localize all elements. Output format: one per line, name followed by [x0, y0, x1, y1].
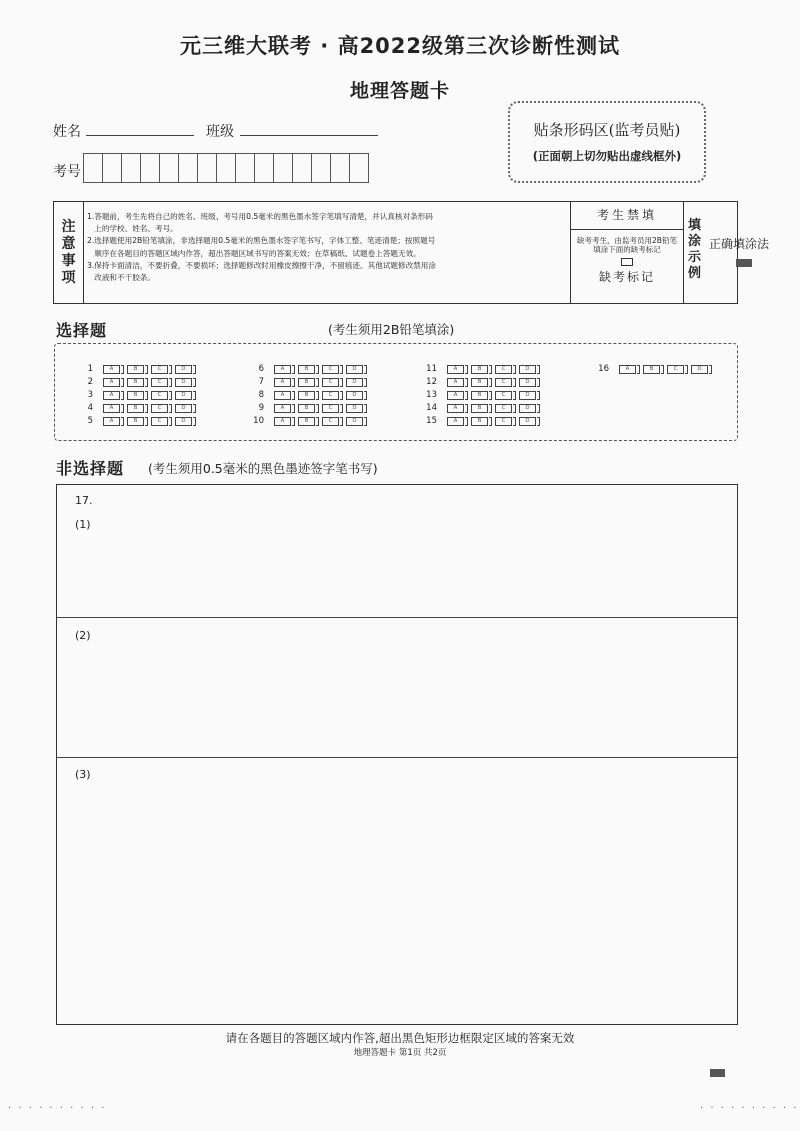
option-bubble[interactable] — [346, 404, 363, 413]
option-letter: D — [181, 391, 186, 398]
non-choice-section-note: (考生须用0.5毫米的黑色墨迹签字笔书写) — [148, 461, 378, 476]
perforation-left: · · · · · · · · · · — [8, 1103, 107, 1114]
exam-number-label: 考号 — [53, 164, 81, 180]
option-bubble[interactable] — [103, 417, 120, 426]
option-letter: D — [181, 365, 186, 372]
name-field[interactable] — [86, 119, 194, 136]
choice-question — [417, 376, 543, 388]
notice-heading-char: 项 — [61, 269, 76, 286]
option-letter: A — [109, 417, 114, 424]
fill-example-heading-char: 示 — [688, 250, 702, 265]
exam-number-grid[interactable] — [84, 153, 369, 183]
option-bubble[interactable] — [103, 365, 120, 374]
option-letter: D — [181, 417, 186, 424]
option-letter: A — [280, 365, 285, 372]
option-bubble[interactable] — [519, 391, 536, 400]
option-letter: B — [477, 404, 482, 411]
option-letter: C — [157, 391, 162, 398]
option-bubble[interactable] — [127, 378, 144, 387]
choice-question-number: 2 — [87, 377, 93, 387]
option-bubble[interactable] — [447, 365, 464, 374]
option-letter: D — [525, 391, 530, 398]
option-bubble[interactable] — [519, 378, 536, 387]
exam-number-cell[interactable] — [159, 153, 179, 183]
answer-part-3[interactable] — [57, 757, 737, 1024]
choice-question — [244, 389, 370, 401]
perforation-right: · · · · · · · · · · — [700, 1103, 799, 1114]
choice-question-number: 15 — [426, 416, 437, 426]
option-bubble[interactable] — [151, 365, 168, 374]
class-label: 班级 — [206, 124, 234, 140]
answer-part-2[interactable] — [57, 617, 737, 758]
option-bubble[interactable] — [346, 417, 363, 426]
option-bubble[interactable] — [691, 365, 708, 374]
choice-section-note: (考生须用2B铅笔填涂) — [328, 322, 455, 337]
option-letter: A — [280, 391, 285, 398]
choice-question — [244, 363, 370, 375]
option-letter: C — [501, 378, 506, 385]
option-letter: D — [525, 417, 530, 424]
option-bubble[interactable] — [274, 365, 291, 374]
option-bubble[interactable] — [447, 378, 464, 387]
option-bubble[interactable] — [447, 391, 464, 400]
option-bubble[interactable] — [274, 378, 291, 387]
part-label: (3) — [75, 768, 91, 781]
option-bubble[interactable] — [322, 365, 339, 374]
option-bubble[interactable] — [346, 391, 363, 400]
fill-example-heading-char: 涂 — [688, 234, 702, 249]
notice-heading-char: 注 — [61, 218, 76, 235]
option-bubble[interactable] — [495, 378, 512, 387]
option-letter: C — [501, 365, 506, 372]
option-bubble[interactable] — [495, 391, 512, 400]
option-bubble[interactable] — [151, 378, 168, 387]
choice-question — [589, 363, 715, 375]
option-bubble[interactable] — [471, 365, 488, 374]
choice-question-number: 5 — [87, 416, 93, 426]
sheet-title: 地理答题卡 — [349, 80, 450, 102]
option-bubble[interactable] — [447, 404, 464, 413]
option-bubble[interactable] — [346, 378, 363, 387]
option-bubble[interactable] — [103, 404, 120, 413]
choice-question-number: 11 — [426, 364, 437, 374]
notice-rule-line: 改液和不干胶条。 — [87, 273, 155, 283]
choice-question-number: 12 — [426, 377, 437, 387]
option-letter: C — [328, 391, 333, 398]
option-bubble[interactable] — [495, 417, 512, 426]
option-bubble[interactable] — [103, 391, 120, 400]
notice-rule-line: 3.保持卡面清洁，不要折叠，不要损坏；选择题修改时用橡皮擦擦干净，不留痕迹。其他试题修改禁用涂 — [87, 260, 436, 270]
filled-mark-icon — [736, 259, 752, 267]
notice-rule-line: 2.选择题使用2B铅笔填涂，非选择题用0.5毫米的黑色墨水签字笔书写，字体工整、笔迹清楚；按照题号 — [87, 236, 436, 246]
option-letter: B — [477, 365, 482, 372]
exam-number-cell[interactable] — [311, 153, 331, 183]
option-bubble[interactable] — [298, 391, 315, 400]
option-bubble[interactable] — [495, 404, 512, 413]
option-bubble[interactable] — [322, 404, 339, 413]
forbid-title: 考生禁填 — [571, 206, 683, 230]
choice-answer-area — [54, 343, 738, 441]
option-bubble[interactable] — [447, 417, 464, 426]
option-bubble[interactable] — [127, 391, 144, 400]
option-letter: A — [453, 365, 458, 372]
option-letter: A — [453, 404, 458, 411]
part-label: (1) — [75, 518, 91, 531]
option-bubble[interactable] — [471, 417, 488, 426]
option-letter: C — [328, 404, 333, 411]
alignment-mark-icon — [710, 1069, 725, 1077]
option-letter: D — [352, 365, 357, 372]
choice-question-number: 6 — [258, 364, 264, 374]
choice-question-number: 7 — [258, 377, 264, 387]
option-letter: C — [501, 391, 506, 398]
option-letter: A — [280, 417, 285, 424]
option-letter: B — [477, 378, 482, 385]
option-letter: D — [181, 378, 186, 385]
option-bubble[interactable] — [127, 417, 144, 426]
option-bubble[interactable] — [151, 404, 168, 413]
option-letter: A — [109, 365, 114, 372]
exam-number-cell[interactable] — [349, 153, 369, 183]
option-letter: B — [133, 391, 138, 398]
part-label: (2) — [75, 629, 91, 642]
option-bubble[interactable] — [298, 365, 315, 374]
choice-question-number: 4 — [87, 403, 93, 413]
page-indicator: 地理答题卡 第1页 共2页 — [353, 1048, 447, 1058]
option-bubble[interactable] — [519, 417, 536, 426]
option-bubble[interactable] — [175, 417, 192, 426]
option-letter: B — [133, 404, 138, 411]
option-bubble[interactable] — [127, 404, 144, 413]
option-bubble[interactable] — [274, 391, 291, 400]
notice-rule-line: 1.答题前，考生先将自己的姓名、班级、考号用0.5毫米的黑色墨水签字笔填写清楚，并认真核对条形码 — [87, 212, 433, 221]
exam-number-cell[interactable] — [235, 153, 255, 183]
absent-mark-label: 缺考标记 — [598, 270, 655, 284]
option-bubble[interactable] — [151, 417, 168, 426]
option-letter: D — [525, 365, 530, 372]
choice-question — [73, 376, 199, 388]
option-letter: D — [352, 404, 357, 411]
option-bubble[interactable] — [643, 365, 660, 374]
class-field[interactable] — [240, 119, 378, 136]
option-bubble[interactable] — [619, 365, 636, 374]
option-letter: A — [109, 391, 114, 398]
answer-box-17[interactable] — [56, 484, 738, 1025]
barcode-area-title: 贴条形码区(监考员贴) — [533, 121, 681, 139]
option-bubble[interactable] — [175, 404, 192, 413]
option-bubble[interactable] — [346, 365, 363, 374]
option-bubble[interactable] — [322, 378, 339, 387]
fill-example-heading — [688, 218, 701, 282]
option-letter: D — [525, 404, 530, 411]
absent-mark-box[interactable] — [621, 258, 633, 266]
option-letter: B — [133, 417, 138, 424]
choice-question — [73, 363, 199, 375]
option-letter: A — [109, 404, 114, 411]
notice-rules — [87, 211, 565, 284]
barcode-area-note: (正面朝上切勿贴出虚线框外) — [532, 149, 682, 163]
exam-number-cell[interactable] — [292, 153, 312, 183]
option-letter: C — [328, 417, 333, 424]
choice-question — [417, 389, 543, 401]
option-letter: C — [673, 365, 678, 372]
notice-rule-line: 顺序在各题目的答题区域内作答，超出答题区域书写的答案无效；在草稿纸、试题卷上答题无效。 — [87, 248, 421, 258]
option-letter: A — [453, 378, 458, 385]
choice-question — [417, 402, 543, 414]
choice-question-number: 3 — [87, 390, 93, 400]
option-letter: B — [304, 391, 309, 398]
fill-example-heading-char: 例 — [688, 266, 702, 281]
exam-title: 元三维大联考 · 高2022级第三次诊断性测试 — [179, 34, 621, 58]
option-bubble[interactable] — [471, 404, 488, 413]
question-number: 17. — [75, 494, 93, 507]
option-letter: B — [304, 404, 309, 411]
fill-example — [684, 202, 770, 303]
choice-question-number: 1 — [87, 364, 93, 374]
choice-question — [244, 415, 370, 427]
choice-question — [417, 415, 543, 427]
option-bubble[interactable] — [519, 365, 536, 374]
option-bubble[interactable] — [298, 417, 315, 426]
notice-heading — [54, 202, 84, 303]
exam-number-cell[interactable] — [121, 153, 141, 183]
choice-question-number: 14 — [426, 403, 437, 413]
option-letter: A — [109, 378, 114, 385]
notice-heading-char: 意 — [61, 235, 76, 252]
option-letter: B — [477, 391, 482, 398]
option-letter: A — [280, 378, 285, 385]
option-letter: B — [304, 365, 309, 372]
name-label: 姓名 — [53, 124, 81, 140]
option-letter: B — [304, 378, 309, 385]
notice-heading-char: 事 — [61, 252, 76, 269]
footer-warning: 请在各题目的答题区域内作答,超出黑色矩形边框限定区域的答案无效 — [225, 1031, 575, 1045]
option-bubble[interactable] — [471, 378, 488, 387]
option-letter: D — [352, 417, 357, 424]
option-bubble[interactable] — [322, 391, 339, 400]
choice-question-number: 9 — [258, 403, 264, 413]
exam-number-cell[interactable] — [140, 153, 160, 183]
option-bubble[interactable] — [175, 365, 192, 374]
option-bubble[interactable] — [274, 404, 291, 413]
fill-example-label: 正确填涂法 — [709, 237, 770, 251]
exam-number-cell[interactable] — [216, 153, 236, 183]
option-letter: D — [525, 378, 530, 385]
option-letter: B — [649, 365, 654, 372]
option-letter: A — [625, 365, 630, 372]
option-letter: D — [697, 365, 702, 372]
option-letter: C — [157, 404, 162, 411]
option-bubble[interactable] — [175, 391, 192, 400]
choice-question — [73, 415, 199, 427]
option-bubble[interactable] — [322, 417, 339, 426]
option-letter: A — [453, 391, 458, 398]
option-letter: A — [453, 417, 458, 424]
option-letter: A — [280, 404, 285, 411]
answer-part-1[interactable] — [57, 485, 737, 618]
option-bubble[interactable] — [151, 391, 168, 400]
option-letter: C — [328, 378, 333, 385]
option-letter: C — [501, 417, 506, 424]
barcode-area — [508, 101, 706, 183]
option-bubble[interactable] — [298, 378, 315, 387]
choice-question-number: 8 — [258, 390, 264, 400]
choice-question-number: 10 — [253, 416, 264, 426]
exam-number-cell[interactable] — [273, 153, 293, 183]
exam-number-cell[interactable] — [83, 153, 103, 183]
choice-question — [244, 402, 370, 414]
option-letter: C — [157, 365, 162, 372]
option-letter: D — [181, 404, 186, 411]
exam-number-cell[interactable] — [254, 153, 274, 183]
option-bubble[interactable] — [667, 365, 684, 374]
forbid-description: 缺考考生，由监考员用2B铅笔填涂下面的缺考标记 — [577, 236, 677, 254]
option-letter: C — [328, 365, 333, 372]
option-bubble[interactable] — [471, 391, 488, 400]
choice-question-number: 13 — [426, 390, 437, 400]
option-bubble[interactable] — [175, 378, 192, 387]
choice-question-number: 16 — [598, 364, 609, 374]
option-bubble[interactable] — [298, 404, 315, 413]
examinee-forbidden-area — [570, 202, 684, 303]
notice-rule-line: 上的学校、姓名、考号。 — [87, 224, 178, 234]
option-bubble[interactable] — [274, 417, 291, 426]
option-letter: C — [157, 378, 162, 385]
choice-question — [244, 376, 370, 388]
notice-box — [53, 201, 770, 304]
exam-number-cell[interactable] — [197, 153, 217, 183]
fill-example-heading-char: 填 — [688, 218, 702, 233]
choice-question — [73, 402, 199, 414]
option-bubble[interactable] — [127, 365, 144, 374]
non-choice-section-title: 非选择题 — [56, 459, 125, 478]
choice-section-title: 选择题 — [56, 321, 108, 340]
option-bubble[interactable] — [103, 378, 120, 387]
exam-number-cell[interactable] — [330, 153, 350, 183]
option-bubble[interactable] — [519, 404, 536, 413]
option-bubble[interactable] — [495, 365, 512, 374]
option-letter: B — [133, 378, 138, 385]
choice-question — [417, 363, 543, 375]
option-letter: C — [157, 417, 162, 424]
exam-number-cell[interactable] — [178, 153, 198, 183]
option-letter: D — [352, 391, 357, 398]
choice-question — [73, 389, 199, 401]
option-letter: B — [304, 417, 309, 424]
option-letter: B — [133, 365, 138, 372]
option-letter: C — [501, 404, 506, 411]
option-letter: B — [477, 417, 482, 424]
option-letter: D — [352, 378, 357, 385]
exam-number-cell[interactable] — [102, 153, 122, 183]
